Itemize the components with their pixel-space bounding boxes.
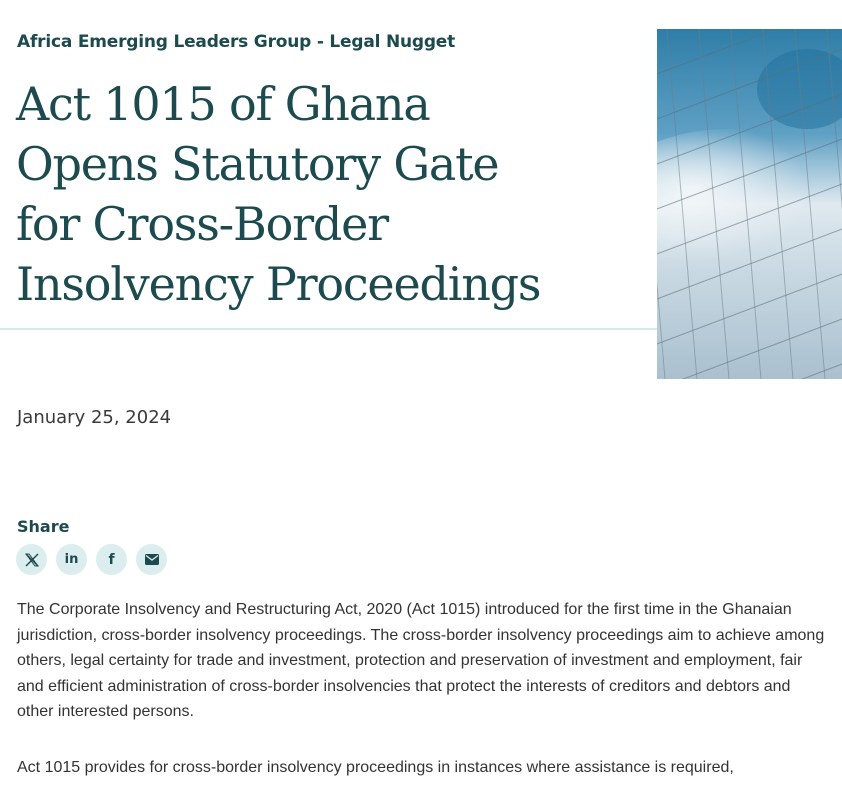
title-line: Insolvency Proceedings [16, 257, 541, 311]
title-line: Opens Statutory Gate [16, 137, 499, 191]
hero-image [657, 29, 842, 379]
title-line: Act 1015 of Ghana [16, 77, 430, 131]
publish-date: January 25, 2024 [17, 407, 172, 428]
facebook-icon: f [108, 551, 115, 568]
body-paragraph: The Corporate Insolvency and Restructuring Act, 2020 (Act 1015) introduced for the first time in the Ghanaian jurisdiction, cross-border insolvency proceedings. The cross-border insolvency proceedings aim to achieve among others, legal certainty for trade and investment, protection and preservation of investment and employment, fair and efficient administration of cross-border insolvencies that protect the interests of creditors and debtors and other interested persons. [17, 601, 825, 720]
linkedin-icon: in [64, 552, 79, 567]
page-title [16, 74, 636, 314]
share-email-button[interactable] [136, 544, 167, 575]
email-icon [145, 554, 159, 565]
share-label: Share [17, 517, 70, 536]
share-linkedin-button[interactable] [56, 544, 87, 575]
share-x-button[interactable] [16, 544, 47, 575]
title-divider [0, 328, 657, 330]
eyebrow-label: Africa Emerging Leaders Group - Legal Nugget [17, 32, 456, 52]
body-paragraph: Act 1015 provides for cross-border insolvency proceedings in instances where assistance is required, [17, 759, 734, 776]
share-buttons [16, 544, 167, 575]
title-line: for Cross-Border [16, 197, 388, 251]
x-twitter-icon [25, 553, 39, 567]
share-facebook-button[interactable] [96, 544, 127, 575]
